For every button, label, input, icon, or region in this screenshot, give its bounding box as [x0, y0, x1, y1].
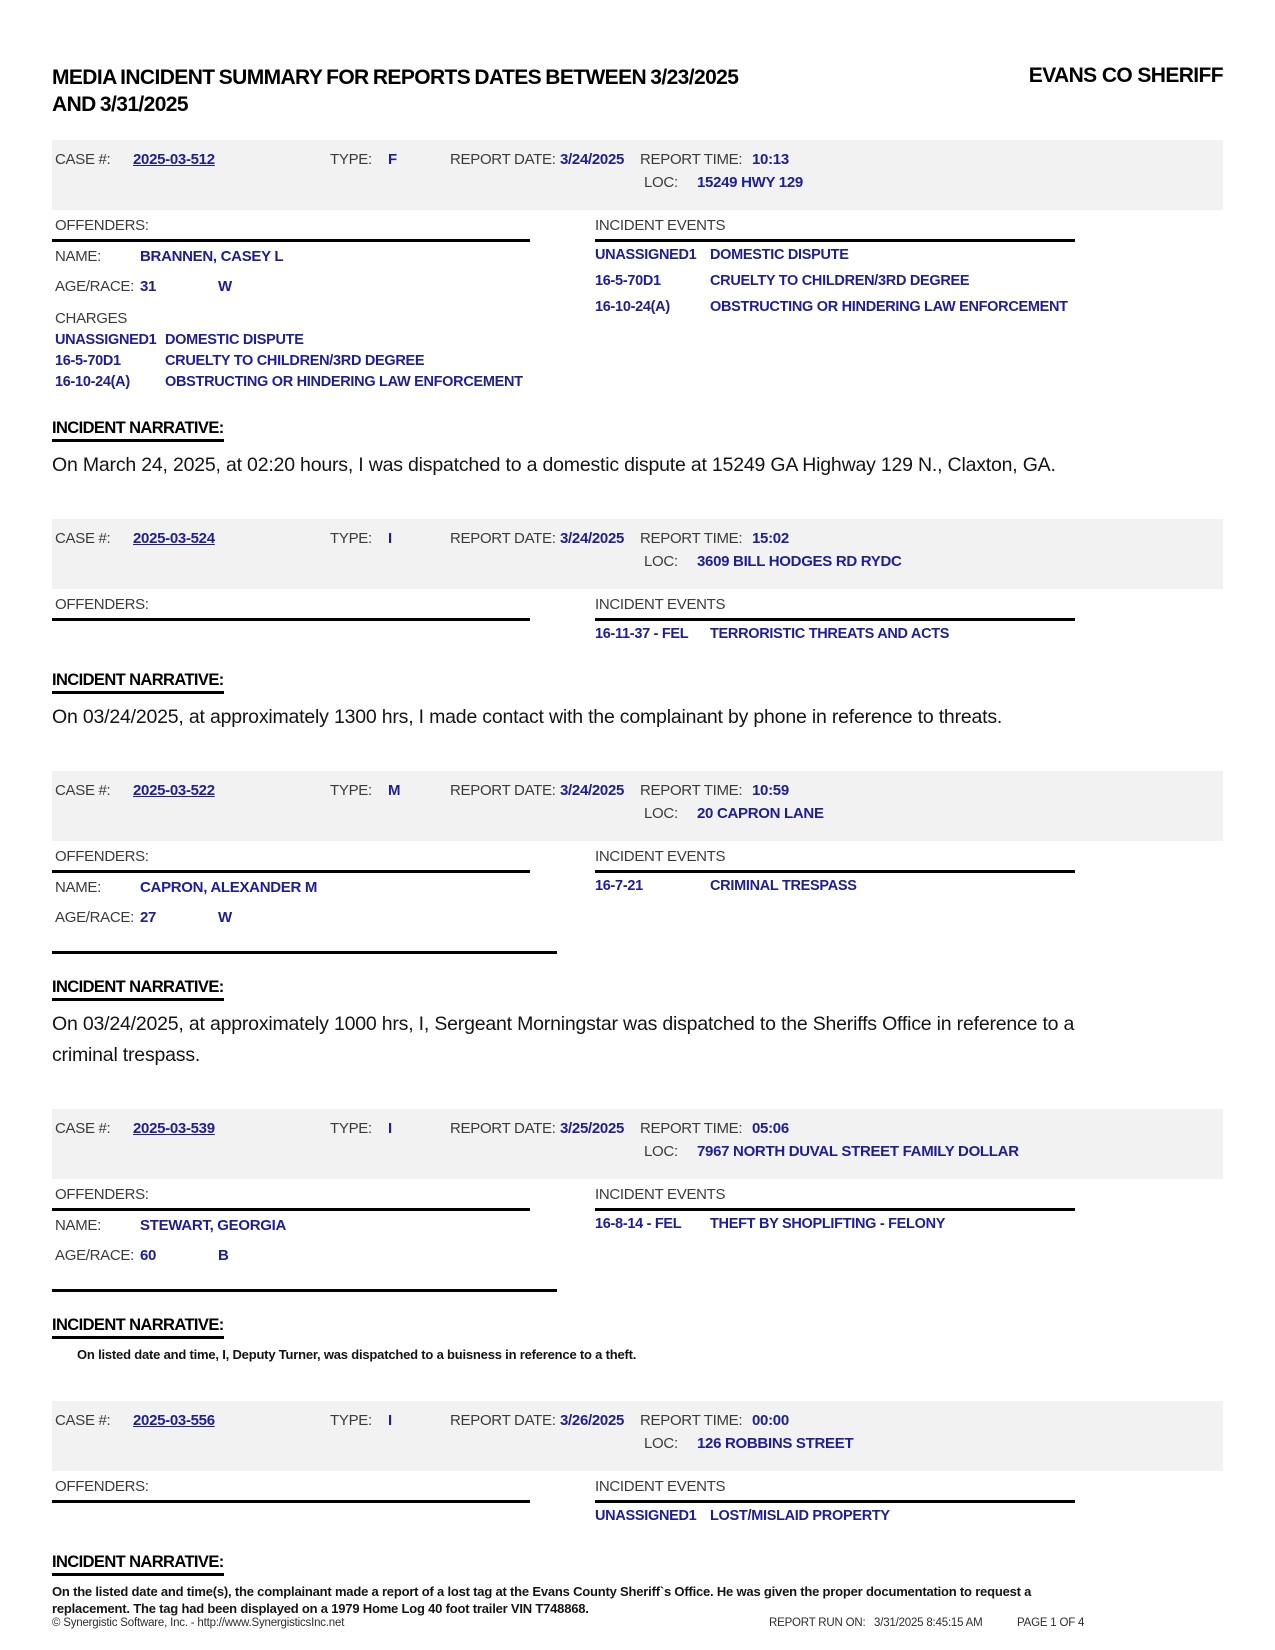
offender-agerace-row — [52, 909, 595, 933]
type-value: M — [388, 782, 401, 799]
report-date-label: REPORT DATE: — [450, 1412, 556, 1429]
case-header-row-2 — [52, 1435, 1223, 1458]
charge-code: UNASSIGNED1 — [55, 332, 157, 348]
incident-events-heading: INCIDENT EVENTS — [595, 1478, 726, 1495]
report-date-value: 3/24/2025 — [560, 530, 625, 547]
incident-events-divider — [595, 870, 1075, 873]
case-columns — [52, 1186, 1223, 1292]
offenders-heading: OFFENDERS: — [55, 1478, 149, 1495]
offender-name-row — [52, 248, 595, 272]
case-header-row-2 — [52, 174, 1223, 197]
case-header-row-1 — [52, 151, 1223, 174]
offender-name-row — [52, 879, 595, 903]
charge-row — [52, 353, 595, 374]
incident-narrative-text: On March 24, 2025, at 02:20 hours, I was dispatched to a domestic dispute at 15249 GA Highway 129 N., Claxton, GA. — [52, 454, 1056, 476]
event-row — [595, 626, 1223, 647]
case-number-label: CASE #: — [55, 151, 111, 168]
case-columns — [52, 596, 1223, 647]
charges-heading: CHARGES — [55, 310, 128, 327]
incident-narrative-heading: INCIDENT NARRATIVE: — [52, 419, 224, 442]
report-time-label: REPORT TIME: — [640, 530, 743, 547]
location-label: LOC: — [644, 805, 678, 822]
report-date-value: 3/24/2025 — [560, 782, 625, 799]
location-label: LOC: — [644, 553, 678, 570]
offenders-heading: OFFENDERS: — [55, 596, 149, 613]
offenders-divider — [52, 870, 530, 873]
event-code: 16-7-21 — [595, 878, 643, 894]
charge-code: 16-5-70D1 — [55, 353, 121, 369]
event-description: THEFT BY SHOPLIFTING - FELONY — [710, 1216, 946, 1232]
name-label: NAME: — [55, 879, 102, 896]
offenders-column — [52, 1478, 595, 1529]
incident-events-heading: INCIDENT EVENTS — [595, 217, 726, 234]
report-time-value: 10:59 — [752, 782, 789, 799]
footer-run-on-label: REPORT RUN ON: — [769, 1617, 866, 1629]
charge-description: OBSTRUCTING OR HINDERING LAW ENFORCEMENT — [165, 374, 523, 390]
offenders-heading: OFFENDERS: — [55, 1186, 149, 1203]
offenders-heading: OFFENDERS: — [55, 848, 149, 865]
event-code: UNASSIGNED1 — [595, 247, 697, 263]
case-block — [52, 509, 1223, 733]
name-label: NAME: — [55, 248, 102, 265]
case-header-band — [52, 771, 1223, 841]
incident-narrative-heading: INCIDENT NARRATIVE: — [52, 1553, 224, 1576]
incident-narrative-heading: INCIDENT NARRATIVE: — [52, 671, 224, 694]
name-label: NAME: — [55, 1217, 102, 1234]
report-time-label: REPORT TIME: — [640, 782, 743, 799]
offenders-end-divider — [52, 1289, 557, 1292]
event-description: CRUELTY TO CHILDREN/3RD DEGREE — [710, 273, 970, 289]
case-block — [52, 1099, 1223, 1363]
incident-narrative-text: On 03/24/2025, at approximately 1300 hrs, I made contact with the complainant by phone in reference to threats. — [52, 706, 1003, 728]
event-row — [595, 1508, 1223, 1529]
event-row — [595, 1216, 1223, 1237]
incident-events-divider — [595, 1500, 1075, 1503]
report-time-label: REPORT TIME: — [640, 1412, 743, 1429]
report-date-label: REPORT DATE: — [450, 151, 556, 168]
incident-narrative-section — [52, 671, 1223, 733]
report-time-value: 15:02 — [752, 530, 789, 547]
report-time-value: 05:06 — [752, 1120, 789, 1137]
footer-copyright: © Synergistic Software, Inc. - http://www.SynergisticsInc.net — [52, 1617, 345, 1629]
offender-race: B — [218, 1247, 229, 1264]
event-row — [595, 299, 1223, 320]
offenders-column — [52, 1186, 595, 1292]
case-number-label: CASE #: — [55, 782, 111, 799]
offender-age: 31 — [140, 278, 157, 295]
event-row — [595, 878, 1223, 899]
report-date-label: REPORT DATE: — [450, 530, 556, 547]
offender-name: STEWART, GEORGIA — [140, 1217, 287, 1234]
incident-events-divider — [595, 239, 1075, 242]
incident-events-divider — [595, 1208, 1075, 1211]
case-header-row-1 — [52, 530, 1223, 553]
incident-narrative-section — [52, 1316, 1223, 1363]
case-block — [52, 1391, 1223, 1617]
case-header-band — [52, 140, 1223, 210]
offenders-column — [52, 848, 595, 954]
charge-row — [52, 374, 595, 395]
incident-events-heading: INCIDENT EVENTS — [595, 1186, 726, 1203]
report-time-label: REPORT TIME: — [640, 151, 743, 168]
event-code: 16-5-70D1 — [595, 273, 661, 289]
offender-race: W — [218, 909, 232, 926]
offenders-divider — [52, 618, 530, 621]
offender-agerace-row — [52, 278, 595, 302]
report-time-label: REPORT TIME: — [640, 1120, 743, 1137]
location-label: LOC: — [644, 1435, 678, 1452]
case-block — [52, 130, 1223, 481]
footer-page-number: PAGE 1 OF 4 — [1017, 1617, 1085, 1629]
event-description: DOMESTIC DISPUTE — [710, 247, 849, 263]
offender-agerace-row — [52, 1247, 595, 1271]
location-label: LOC: — [644, 174, 678, 191]
case-number-label: CASE #: — [55, 530, 111, 547]
offender-name: BRANNEN, CASEY L — [140, 248, 284, 265]
incident-events-column — [595, 596, 1223, 647]
event-code: 16-10-24(A) — [595, 299, 670, 315]
document-header — [52, 64, 1223, 118]
case-header-band — [52, 1401, 1223, 1471]
case-columns — [52, 848, 1223, 954]
agency-name: EVANS CO SHERIFF — [1028, 64, 1223, 87]
charge-description: DOMESTIC DISPUTE — [165, 332, 304, 348]
offender-name: CAPRON, ALEXANDER M — [140, 879, 318, 896]
incident-narrative-heading: INCIDENT NARRATIVE: — [52, 978, 224, 1001]
report-time-value: 10:13 — [752, 151, 789, 168]
charge-description: CRUELTY TO CHILDREN/3RD DEGREE — [165, 353, 425, 369]
case-number-link[interactable]: 2025-03-539 — [133, 1120, 215, 1137]
event-code: UNASSIGNED1 — [595, 1508, 697, 1524]
incident-events-column — [595, 848, 1223, 954]
report-date-value: 3/26/2025 — [560, 1412, 625, 1429]
case-header-band — [52, 1109, 1223, 1179]
offenders-heading: OFFENDERS: — [55, 217, 149, 234]
event-code: 16-8-14 - FEL — [595, 1216, 682, 1232]
charge-row — [52, 332, 595, 353]
offender-race: W — [218, 278, 232, 295]
offenders-column — [52, 217, 595, 395]
charge-code: 16-10-24(A) — [55, 374, 130, 390]
offender-name-row — [52, 1217, 595, 1241]
event-description: TERRORISTIC THREATS AND ACTS — [710, 626, 950, 642]
type-label: TYPE: — [330, 1120, 372, 1137]
incident-events-heading: INCIDENT EVENTS — [595, 848, 726, 865]
event-description: LOST/MISLAID PROPERTY — [710, 1508, 890, 1524]
case-header-band — [52, 519, 1223, 589]
case-header-row-1 — [52, 1120, 1223, 1143]
case-header-row-2 — [52, 1143, 1223, 1166]
incident-events-column — [595, 217, 1223, 395]
footer-run-on-value: 3/31/2025 8:45:15 AM — [874, 1617, 983, 1629]
type-label: TYPE: — [330, 1412, 372, 1429]
type-value: I — [388, 1412, 392, 1429]
offender-age: 60 — [140, 1247, 157, 1264]
location-value: 20 CAPRON LANE — [697, 805, 824, 822]
incident-narrative-section — [52, 419, 1223, 481]
offenders-divider — [52, 239, 530, 242]
type-value: I — [388, 530, 392, 547]
report-date-label: REPORT DATE: — [450, 1120, 556, 1137]
case-header-row-1 — [52, 1412, 1223, 1435]
case-columns — [52, 217, 1223, 395]
incident-events-column — [595, 1186, 1223, 1292]
case-block — [52, 761, 1223, 1071]
incident-narrative-text: On 03/24/2025, at approximately 1000 hrs, I, Sergeant Morningstar was dispatched to the Sheriffs Office in reference to a criminal trespass. — [52, 1013, 1075, 1066]
incident-narrative-text: On listed date and time, I, Deputy Turner, was dispatched to a buisness in reference to a theft. — [77, 1347, 637, 1362]
location-label: LOC: — [644, 1143, 678, 1160]
offenders-column — [52, 596, 595, 647]
type-value: F — [388, 151, 397, 168]
case-number-link[interactable]: 2025-03-522 — [133, 782, 215, 799]
case-number-link[interactable]: 2025-03-512 — [133, 151, 215, 168]
incident-events-divider — [595, 618, 1075, 621]
case-number-label: CASE #: — [55, 1120, 111, 1137]
offenders-end-divider — [52, 951, 557, 954]
case-columns — [52, 1478, 1223, 1529]
location-value: 15249 HWY 129 — [697, 174, 803, 191]
case-header-row-2 — [52, 553, 1223, 576]
location-value: 126 ROBBINS STREET — [697, 1435, 854, 1452]
age-race-label: AGE/RACE: — [55, 1247, 134, 1264]
incident-narrative-heading: INCIDENT NARRATIVE: — [52, 1316, 224, 1339]
case-number-link[interactable]: 2025-03-556 — [133, 1412, 215, 1429]
case-header-row-2 — [52, 805, 1223, 828]
report-date-value: 3/25/2025 — [560, 1120, 625, 1137]
event-description: CRIMINAL TRESPASS — [710, 878, 857, 894]
event-row — [595, 247, 1223, 268]
age-race-label: AGE/RACE: — [55, 278, 134, 295]
offenders-divider — [52, 1208, 530, 1211]
age-race-label: AGE/RACE: — [55, 909, 134, 926]
incident-narrative-section — [52, 1553, 1223, 1617]
event-description: OBSTRUCTING OR HINDERING LAW ENFORCEMENT — [710, 299, 1068, 315]
case-header-row-1 — [52, 782, 1223, 805]
case-number-link[interactable]: 2025-03-524 — [133, 530, 215, 547]
type-label: TYPE: — [330, 782, 372, 799]
event-row — [595, 273, 1223, 294]
type-label: TYPE: — [330, 151, 372, 168]
incident-events-column — [595, 1478, 1223, 1529]
incident-narrative-section — [52, 978, 1223, 1071]
report-time-value: 00:00 — [752, 1412, 789, 1429]
location-value: 3609 BILL HODGES RD RYDC — [697, 553, 902, 570]
location-value: 7967 NORTH DUVAL STREET FAMILY DOLLAR — [697, 1143, 1019, 1160]
report-date-label: REPORT DATE: — [450, 782, 556, 799]
incident-narrative-text: On the listed date and time(s), the complainant made a report of a lost tag at the Evans County Sheriff`s Office. He was given the proper documentation to request a replacement. The tag had been displayed on a 1979 Home Log 40 foot trailer VIN T748868. — [52, 1584, 1032, 1616]
report-title: MEDIA INCIDENT SUMMARY FOR REPORTS DATES BETWEEN 3/23/2025 AND 3/31/2025 — [52, 66, 739, 116]
incident-events-heading: INCIDENT EVENTS — [595, 596, 726, 613]
type-label: TYPE: — [330, 530, 372, 547]
offender-age: 27 — [140, 909, 157, 926]
event-code: 16-11-37 - FEL — [595, 626, 689, 642]
case-number-label: CASE #: — [55, 1412, 111, 1429]
offenders-divider — [52, 1500, 530, 1503]
type-value: I — [388, 1120, 392, 1137]
report-date-value: 3/24/2025 — [560, 151, 625, 168]
